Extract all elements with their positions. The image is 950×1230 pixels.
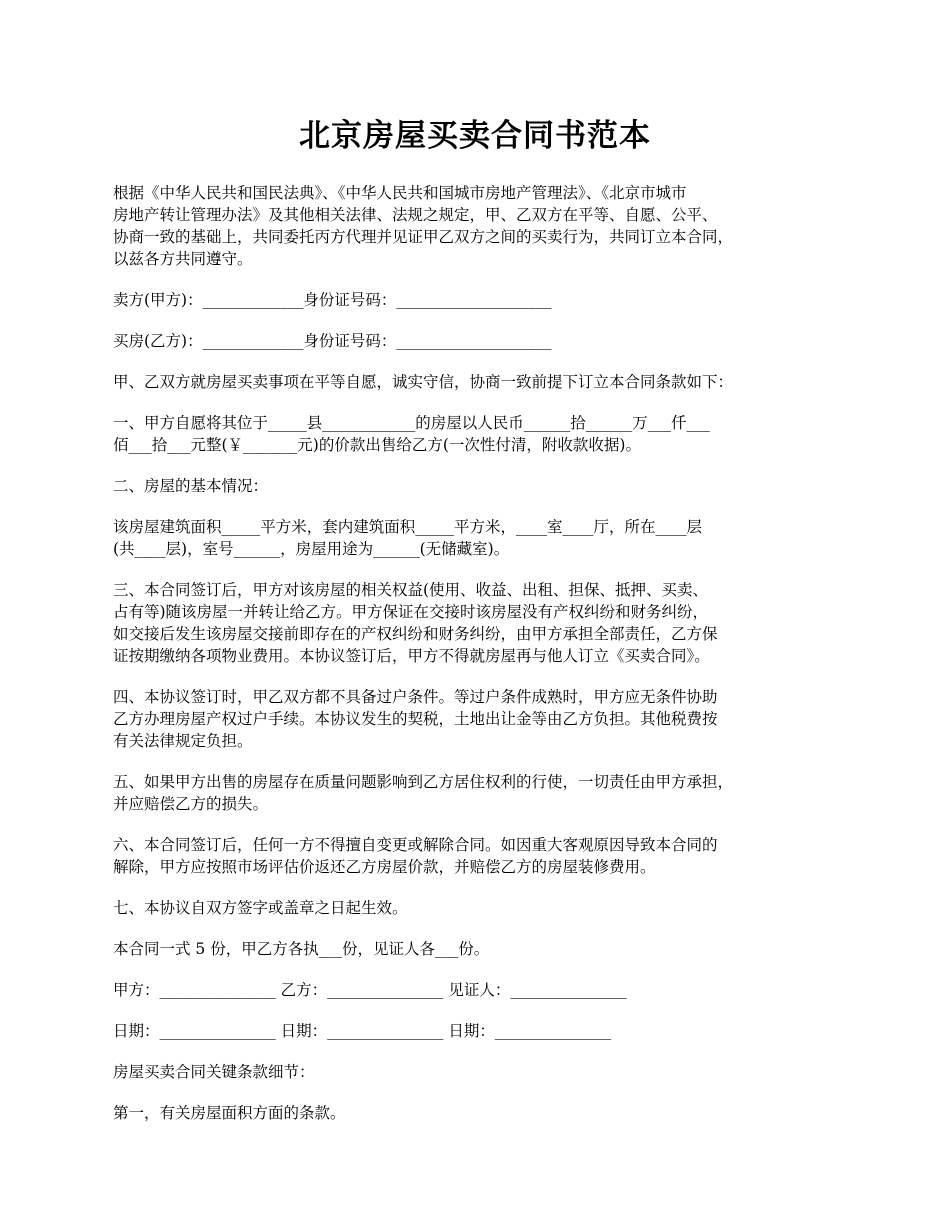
clause-2-heading: 二、房屋的基本情况： [113,477,269,495]
text-line: 五、如果甲方出售的房屋存在质量问题影响到乙方居住权利的行使，一切责任由甲方承担， [113,773,734,791]
text-line: 三、本合同签订后，甲方对该房屋的相关权益(使用、收益、出租、担保、抵押、买卖、 [113,581,709,599]
key-terms-heading: 房屋买卖合同关键条款细节： [113,1063,315,1081]
text-line: 协商一致的基础上，共同委托丙方代理并见证甲乙双方之间的买卖行为，共同订立本合同， [113,228,734,246]
seller-line: 卖方(甲方)：_____________身份证号码：____________________ [113,291,552,309]
text-line: 证按期缴纳各项物业费用。本协议签订后，甲方不得就房屋再与他人订立《买卖合同》。 [113,647,710,665]
text-line: 占有等)随该房屋一并转让给乙方。甲方保证在交接时该房屋没有产权纠纷和财务纠纷， [113,603,709,621]
document-title: 北京房屋买卖合同书范本 [299,118,651,154]
preamble: 甲、乙双方就房屋买卖事项在平等自愿，诚实守信，协商一致前提下订立本合同条款如下： [113,373,734,391]
text-line: 六、本合同签订后，任何一方不得擅自变更或解除合同。如因重大客观原因导致本合同的 [113,836,718,854]
clause-7: 七、本协议自双方签字或盖章之日起生效。 [113,899,408,917]
copies-line: 本合同一式 5 份，甲乙方各执___份，见证人各___份。 [113,940,490,958]
text-line: 以兹各方共同遵守。 [113,250,253,268]
clause-6 [113,834,843,878]
clause-2-body [113,516,843,560]
signature-line: 甲方：_______________ 乙方：_______________ 见证人：_______________ [113,981,627,999]
first-term: 第一，有关房屋面积方面的条款。 [113,1104,346,1122]
text-line: 一、甲方自愿将其位于_____县____________的房屋以人民币______拾______万___仟___ [113,414,710,432]
text-line: 有关法律规定负担。 [113,732,253,750]
text-line: 根据《中华人民共和国民法典》、《中华人民共和国城市房地产管理法》、《北京市城市 [113,184,687,202]
clause-3 [113,579,843,667]
clause-4 [113,686,843,752]
text-line: 该房屋建筑面积_____平方米，套内建筑面积_____平方米，____室____厅，所在____层 [113,518,703,536]
intro-paragraph [113,182,843,270]
clause-1 [113,412,843,456]
buyer-line: 买房(乙方)：_____________身份证号码：____________________ [113,332,552,350]
text-line: 解除，甲方应按照市场评估价返还乙方房屋价款，并赔偿乙方的房屋装修费用。 [113,858,656,876]
text-line: 佰___拾___元整(￥_______元)的价款出售给乙方(一次性付清，附收款收据)。 [113,436,641,454]
text-line: 并应赔偿乙方的损失。 [113,795,269,813]
text-line: 乙方办理房屋产权过户手续。本协议发生的契税，土地出让金等由乙方负担。其他税费按 [113,710,718,728]
text-line: 房地产转让管理办法》及其他相关法律、法规之规定，甲、乙双方在平等、自愿、公平、 [113,206,718,224]
text-line: 如交接后发生该房屋交接前即存在的产权纠纷和财务纠纷，由甲方承担全部责任，乙方保 [113,625,718,643]
text-line: (共____层)，室号______，房屋用途为______(无储藏室)。 [113,540,510,558]
text-line: 四、本协议签订时，甲乙双方都不具备过户条件。等过户条件成熟时，甲方应无条件协助 [113,688,718,706]
document-body [113,182,843,1124]
date-line: 日期：_______________ 日期：_______________ 日期：_______________ [113,1022,612,1040]
clause-5 [113,771,843,815]
